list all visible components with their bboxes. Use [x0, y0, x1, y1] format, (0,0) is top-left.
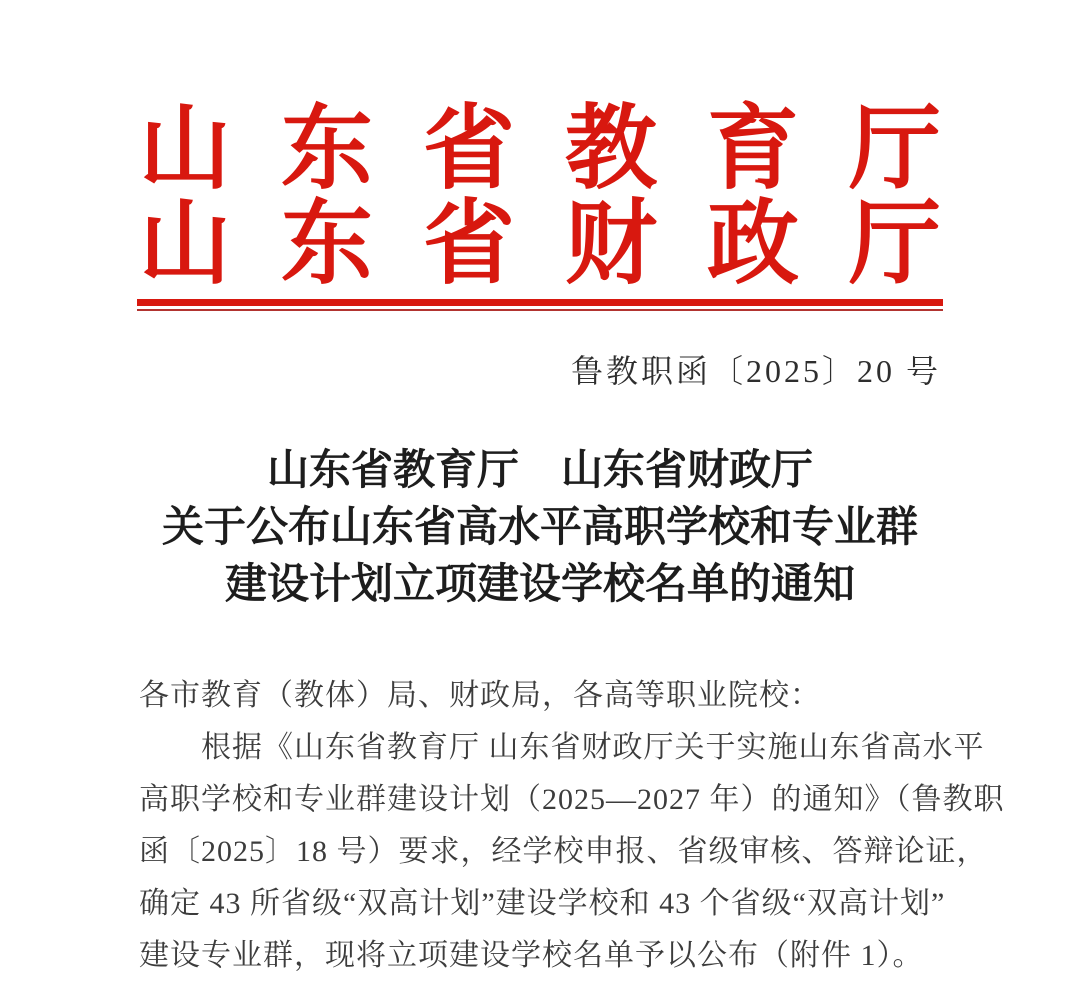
letterhead-divider	[137, 299, 943, 311]
body-line-5: 建设专业群，现将立项建设学校名单予以公布（附件 1）。	[139, 939, 924, 972]
title-line-3: 建设计划立项建设学校名单的通知	[224, 562, 855, 608]
document-number: 鲁教职函〔2025〕20 号	[570, 353, 941, 389]
body-line-1: 根据《山东省教育厅 山东省财政厅关于实施山东省高水平	[201, 731, 985, 764]
letterhead-line-education-dept: 山东省教育厅	[138, 98, 991, 200]
body-line-4: 确定 43 所省级“双高计划”建设学校和 43 个省级“双高计划”	[139, 887, 946, 920]
title-line-1: 山东省教育厅 山东省财政厅	[266, 448, 813, 494]
document-body	[139, 670, 1005, 982]
body-line-3: 函〔2025〕18 号）要求，经学校申报、省级审核、答辩论证，	[139, 835, 988, 868]
body-line-2: 高职学校和专业群建设计划（2025—2027 年）的通知》（鲁教职	[139, 783, 1005, 816]
document-title	[80, 443, 1000, 614]
salutation-line: 各市教育（教体）局、财政局，各高等职业院校：	[139, 679, 821, 712]
divider-thin-line	[137, 309, 943, 311]
letterhead-line-finance-dept: 山东省财政厅	[138, 193, 991, 295]
divider-thick-line	[137, 299, 943, 306]
letterhead	[0, 0, 1080, 311]
title-line-2: 关于公布山东省高水平高职学校和专业群	[161, 505, 918, 551]
